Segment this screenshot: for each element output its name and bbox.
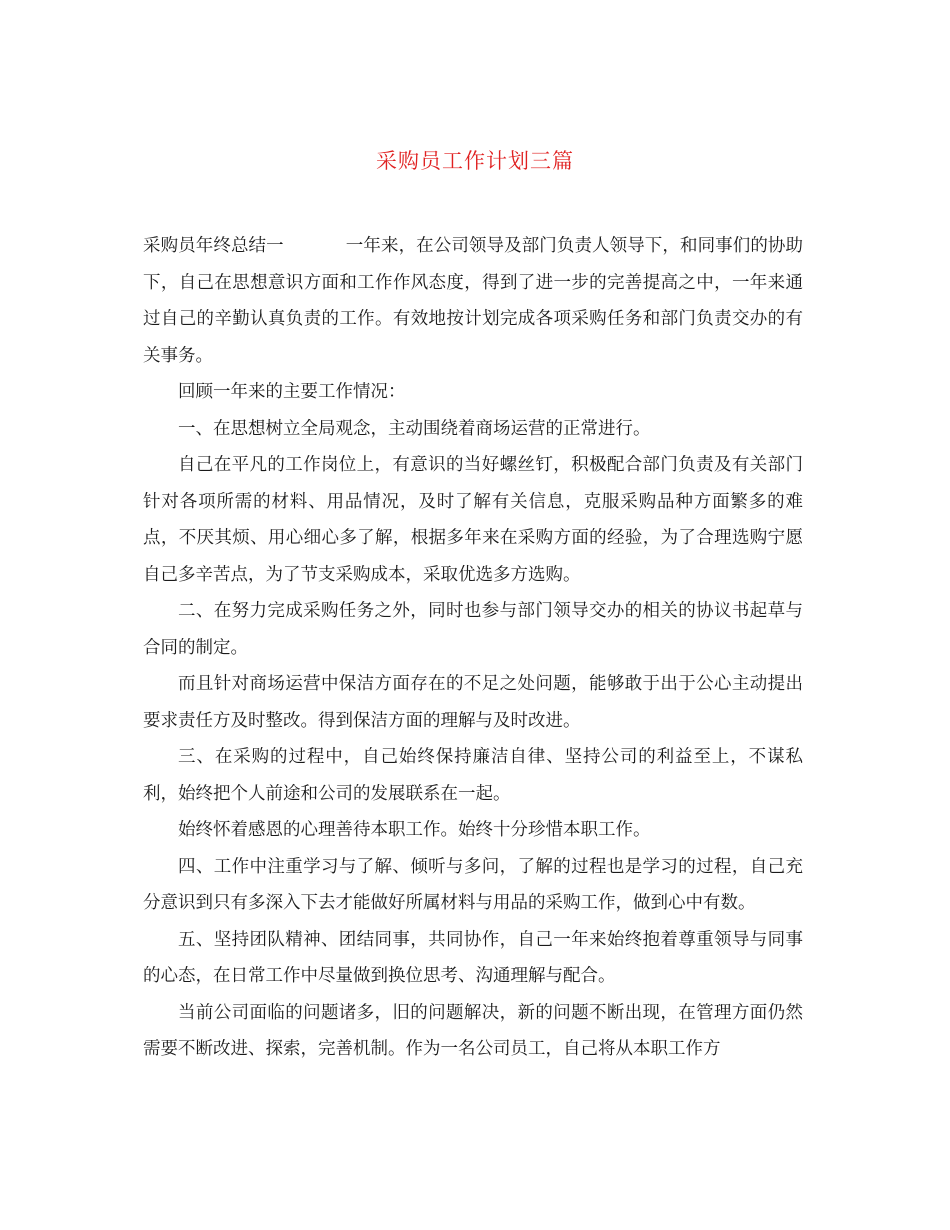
paragraph: 三、在采购的过程中，自己始终保持廉洁自律、坚持公司的利益至上，不谋私利，始终把个人前途和公司的发展联系在一起。 [143,747,803,804]
paragraph-intro [143,228,803,374]
paragraph: 当前公司面临的问题诸多，旧的问题解决，新的问题不断出现，在管理方面仍然需要不断改进、探索，完善机制。作为一名公司员工，自己将从本职工作方 [143,1002,803,1059]
document-body [143,228,803,1068]
paragraph: 自己在平凡的工作岗位上，有意识的当好螺丝钉，积极配合部门负责及有关部门针对各项所需的材料、用品情况，及时了解有关信息，克服采购品种方面繁多的难点，不厌其烦、用心细心多了解，根据多年来在采购方面的经验，为了合理选购宁愿自己多辛苦点，为了节支采购成本，采取优选多方选购。 [143,455,803,585]
section-heading: 采购员年终总结一 [143,236,284,256]
paragraph: 一、在思想树立全局观念，主动围绕着商场运营的正常进行。 [178,418,651,439]
paragraph: 始终怀着感恩的心理善待本职工作。始终十分珍惜本职工作。 [178,820,651,840]
paragraph: 回顾一年来的主要工作情况： [178,382,406,402]
paragraph: 四、工作中注重学习与了解、倾听与多问，了解的过程也是学习的过程，自己充分意识到只有多深入下去才能做好所属材料与用品的采购工作，做到心中有数。 [143,856,803,913]
paragraph: 而且针对商场运营中保洁方面存在的不足之处问题，能够敢于出于公心主动提出要求责任方及时整改。得到保洁方面的理解与及时改进。 [143,674,803,731]
document-title: 采购员工作计划三篇 [376,149,574,173]
paragraph: 五、坚持团队精神、团结同事，共同协作，自己一年来始终抱着尊重领导与同事的心态，在日常工作中尽量做到换位思考、沟通理解与配合。 [143,929,803,986]
paragraph-text: 一年来，在公司领导及部门负责人领导下，和同事们的协助下，自己在思想意识方面和工作作风态度，得到了进一步的完善提高之中，一年来通过自己的辛勤认真负责的工作。有效地按计划完成各项采购任务和部门负责交办的有关事务。 [143,236,804,366]
paragraph: 二、在努力完成采购任务之外，同时也参与部门领导交办的相关的协议书起草与合同的制定。 [143,601,803,658]
